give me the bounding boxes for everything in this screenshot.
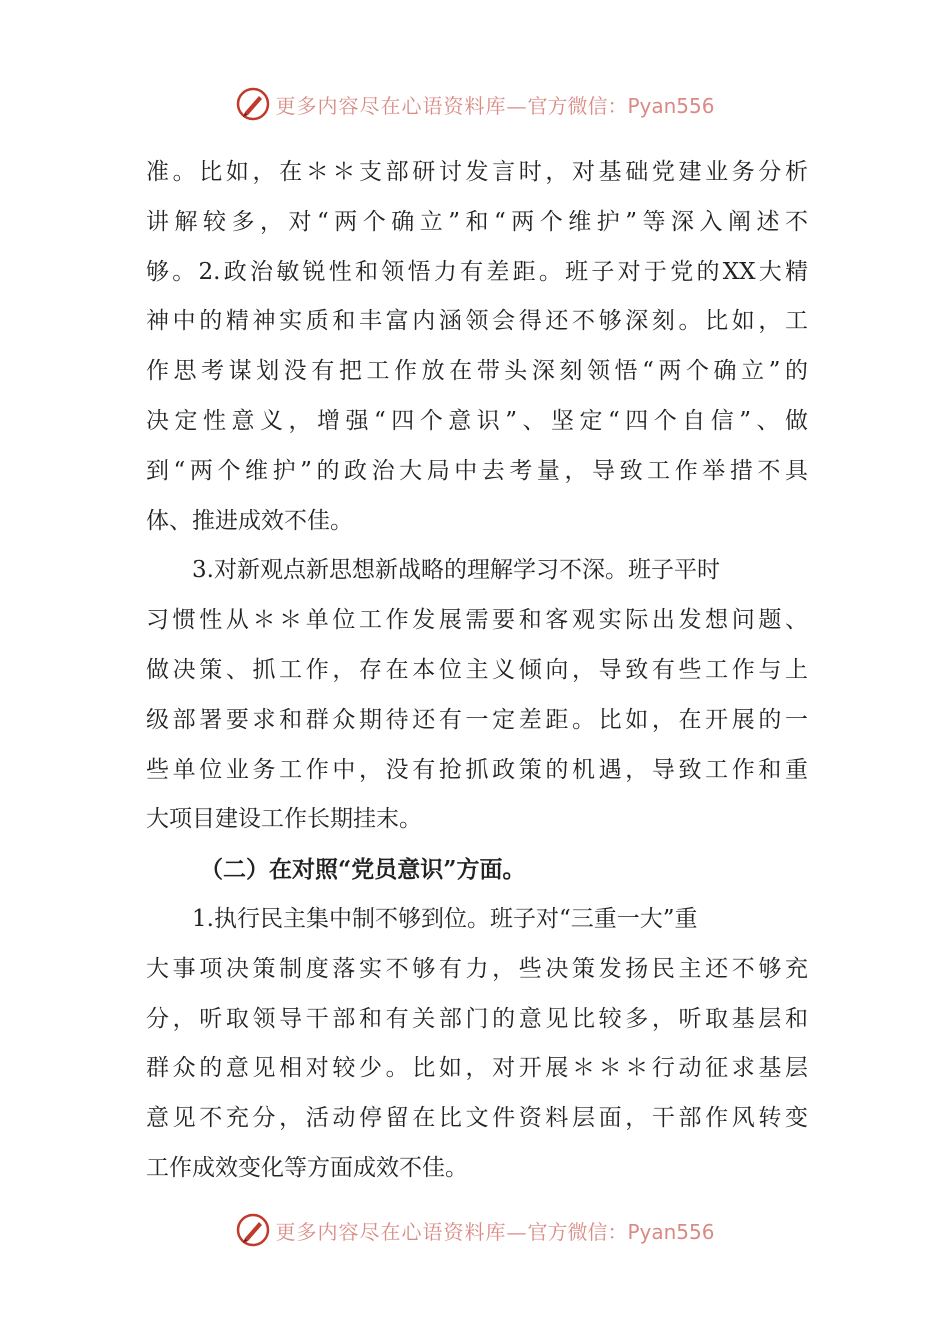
body-line: 神中的精神实质和丰富内涵领会得还不够深刻。比如，工 — [146, 308, 808, 335]
body-line: 体、推进成效不佳。 — [146, 507, 353, 534]
body-line: 工作成效变化等方面成效不佳。 — [146, 1154, 468, 1181]
body-line: 习惯性从＊＊单位工作发展需要和客观实际出发想问题、 — [146, 607, 808, 634]
body-line: 大项目建设工作长期挂末。 — [146, 806, 422, 833]
section-heading: （二）在对照“党员意识”方面。 — [200, 856, 526, 884]
body-line: 级部署要求和群众期待还有一定差距。比如，在开展的一 — [146, 706, 808, 733]
body-line: 些单位业务工作中，没有抢抓政策的机遇，导致工作和重 — [146, 756, 808, 783]
body-line: 意见不充分，活动停留在比文件资料层面，干部作风转变 — [146, 1105, 808, 1132]
body-line: 做决策、抓工作，存在本位主义倾向，导致有些工作与上 — [146, 656, 808, 683]
watermark-wechat: 官方微信：Pyan556 — [527, 1219, 715, 1244]
body-line: 分，听取领导干部和有关部门的意见比较多，听取基层和 — [146, 1005, 808, 1032]
body-line: 到“两个维护”的政治大局中去考量，导致工作举措不具 — [146, 457, 808, 484]
paragraph-start: 1.执行民主集中制不够到位。班子对“三重一大”重 — [192, 905, 698, 932]
watermark-wechat: 官方微信：Pyan556 — [527, 93, 715, 118]
watermark-separator: — — [506, 1219, 528, 1244]
watermark-title: 更多内容尽在心语资料库 — [275, 1219, 507, 1244]
pen-logo-icon — [235, 86, 271, 122]
body-line: 够。2.政治敏锐性和领悟力有差距。班子对于党的XX大精 — [146, 258, 808, 285]
watermark-title: 更多内容尽在心语资料库 — [275, 93, 507, 118]
body-line: 讲解较多，对“两个确立”和“两个维护”等深入阐述不 — [146, 208, 808, 235]
body-line: 群众的意见相对较少。比如，对开展＊＊＊行动征求基层 — [146, 1055, 808, 1082]
pen-logo-icon — [235, 1212, 271, 1248]
body-line: 决定性意义，增强“四个意识”、坚定“四个自信”、做 — [146, 407, 808, 434]
paragraph-start: 3.对新观点新思想新战略的理解学习不深。班子平时 — [192, 557, 720, 584]
body-line: 大事项决策制度落实不够有力，些决策发扬民主还不够充 — [146, 955, 808, 982]
watermark-separator: — — [506, 93, 528, 118]
watermark-banner-bottom — [0, 1208, 950, 1252]
body-line: 作思考谋划没有把工作放在带头深刻领悟“两个确立”的 — [146, 358, 808, 385]
body-line: 准。比如，在＊＊支部研讨发言时，对基础党建业务分析 — [146, 159, 808, 185]
watermark-banner-top — [0, 82, 950, 126]
document-body — [146, 148, 808, 1194]
